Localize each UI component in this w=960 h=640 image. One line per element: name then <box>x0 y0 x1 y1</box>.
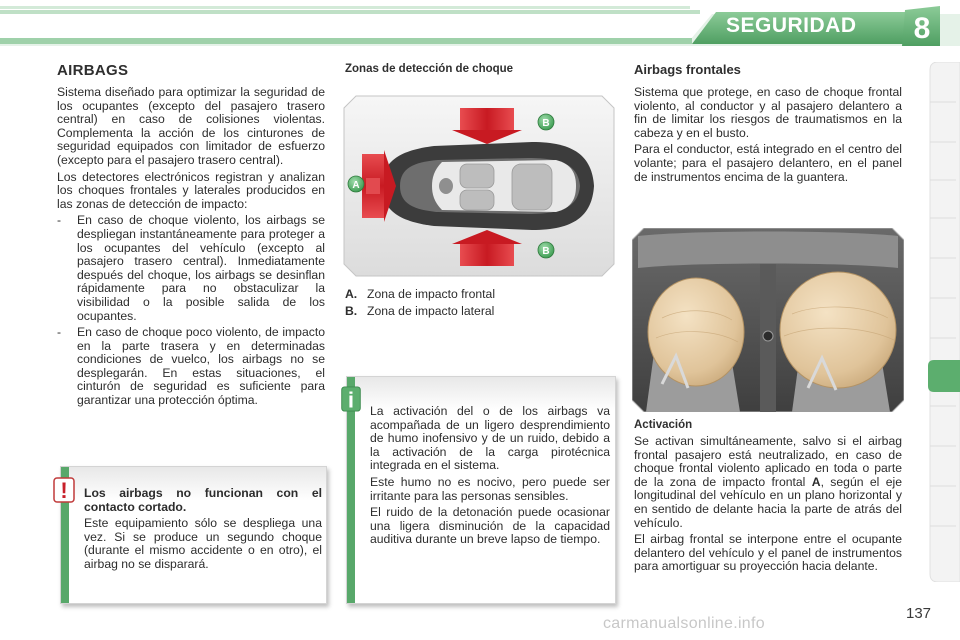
info-icon <box>340 386 362 412</box>
page-number: 137 <box>906 605 932 622</box>
airbags-heading: AIRBAGS <box>57 62 129 79</box>
label-a: A <box>352 180 360 191</box>
section-title: SEGURIDAD <box>726 14 857 37</box>
intro-paragraph-2: Los detectores electrónicos registran y analizan los choques frontales y laterales producidos en las zonas de detección de impacto: <box>57 169 325 211</box>
legend-item-a <box>345 287 495 301</box>
label-b-top: B <box>542 118 550 129</box>
warning-note-body: Este equipamiento sólo se despliega una vez. Si se produce un segundo choque (durante el mismo accidente o en otro), el airbag no se disparará. <box>84 516 322 571</box>
front-airbags-heading: Airbags frontales <box>634 62 741 77</box>
bullet-text: En caso de choque poco violento, de impacto en la parte trasera y en determinadas condiciones de vuelco, los airbags no se desplegarán. En estas situaciones, el cinturón de seguridad es suficiente para garantizar una protección óptima. <box>77 325 325 408</box>
activation-paragraph <box>634 435 902 530</box>
intro-paragraph-1: Sistema diseñado para optimizar la seguridad de los ocupantes (excepto del pasajero trasero central) en caso de colisiones violentas. Complementa la acción de los cinturones de seguridad equipados con limitador de esfuerzo (excepto para el pasajero trasero central). <box>57 85 325 167</box>
info-note-text <box>370 405 610 550</box>
warning-note-title: Los airbags no funcionan con el contacto cortado. <box>84 486 322 514</box>
warning-note-box <box>60 466 327 604</box>
interposition-paragraph: El airbag frontal se interpone entre el ocupante delantero del vehículo y el panel de instrumentos para amortiguar su proyección hacia delante. <box>634 532 902 574</box>
bullet-item <box>57 214 325 323</box>
activation-text-start: Se activan simultáneamente, salvo si el airbag frontal pasajero está neutralizado, en caso de choque frontal violento aplicado en toda o parte de la zona de impacto frontal <box>634 434 902 489</box>
warning-icon-glyph: ! <box>60 478 68 503</box>
legend-key: B. <box>345 304 358 318</box>
chapter-tabs[interactable] <box>926 62 960 582</box>
bullet-item <box>57 326 325 408</box>
chapter-number: 8 <box>913 12 931 45</box>
legend-text: Zona de impacto frontal <box>367 287 496 301</box>
right-body-top <box>634 86 902 187</box>
activation-text-end: , según el eje longitudinal del vehículo en un plano horizontal y en sentido de delante hacia la parte de atrás del vehículo. <box>634 474 902 530</box>
warning-note-text <box>84 487 322 575</box>
activation-zone-key: A <box>811 474 821 489</box>
info-note-paragraph-3: El ruido de la detonación puede ocasionar una ligera disminución de la capacidad auditiva durante un breve lapso de tiempo. <box>370 505 610 547</box>
legend-item-b <box>345 304 494 318</box>
bullet-dash: - <box>57 325 62 340</box>
warning-icon <box>53 477 75 503</box>
right-body-bottom <box>634 435 902 577</box>
left-body <box>57 86 325 411</box>
watermark: carmanualsonline.info <box>603 615 765 632</box>
info-note-box <box>346 376 616 604</box>
car-top-view-figure <box>342 94 616 278</box>
info-note-paragraph-2: Este humo no es nocivo, pero puede ser irritante para las personas sensibles. <box>370 474 610 503</box>
info-note-paragraph-1: La activación del o de los airbags va acompañada de un ligero desprendimiento de humo inofensivo y de un ruido, debido a la activación de la carga pirotécnica integrada en el sistema. <box>370 404 610 473</box>
bullet-dash: - <box>57 213 62 228</box>
front-airbags-paragraph-1: Sistema que protege, en caso de choque frontal violento, al conductor y al pasajero delantero a fin de limitar los riesgos de traumatismos en la cabeza y en el busto. <box>634 85 902 140</box>
front-airbags-paragraph-2: Para el conductor, está integrado en el centro del volante; para el pasajero delantero, en el panel de instrumentos encima de la guantera. <box>634 142 902 184</box>
front-airbags-figure <box>632 228 904 412</box>
label-b-bottom: B <box>542 246 550 257</box>
info-icon-glyph: i <box>347 387 355 412</box>
legend-key: A. <box>345 287 358 301</box>
detection-zones-heading: Zonas de detección de choque <box>345 63 514 75</box>
bullet-text: En caso de choque violento, los airbags se despliegan instantáneamente para proteger a los ocupantes del vehículo (excepto al pasajero trasero central). Inmediatamente después del choque, los airbags se desinflan rápidamente para no obstaculizar la visibilidad o la posible salida de los ocupantes. <box>77 213 325 323</box>
activation-heading: Activación <box>634 419 693 431</box>
legend-text: Zona de impacto lateral <box>367 304 495 318</box>
